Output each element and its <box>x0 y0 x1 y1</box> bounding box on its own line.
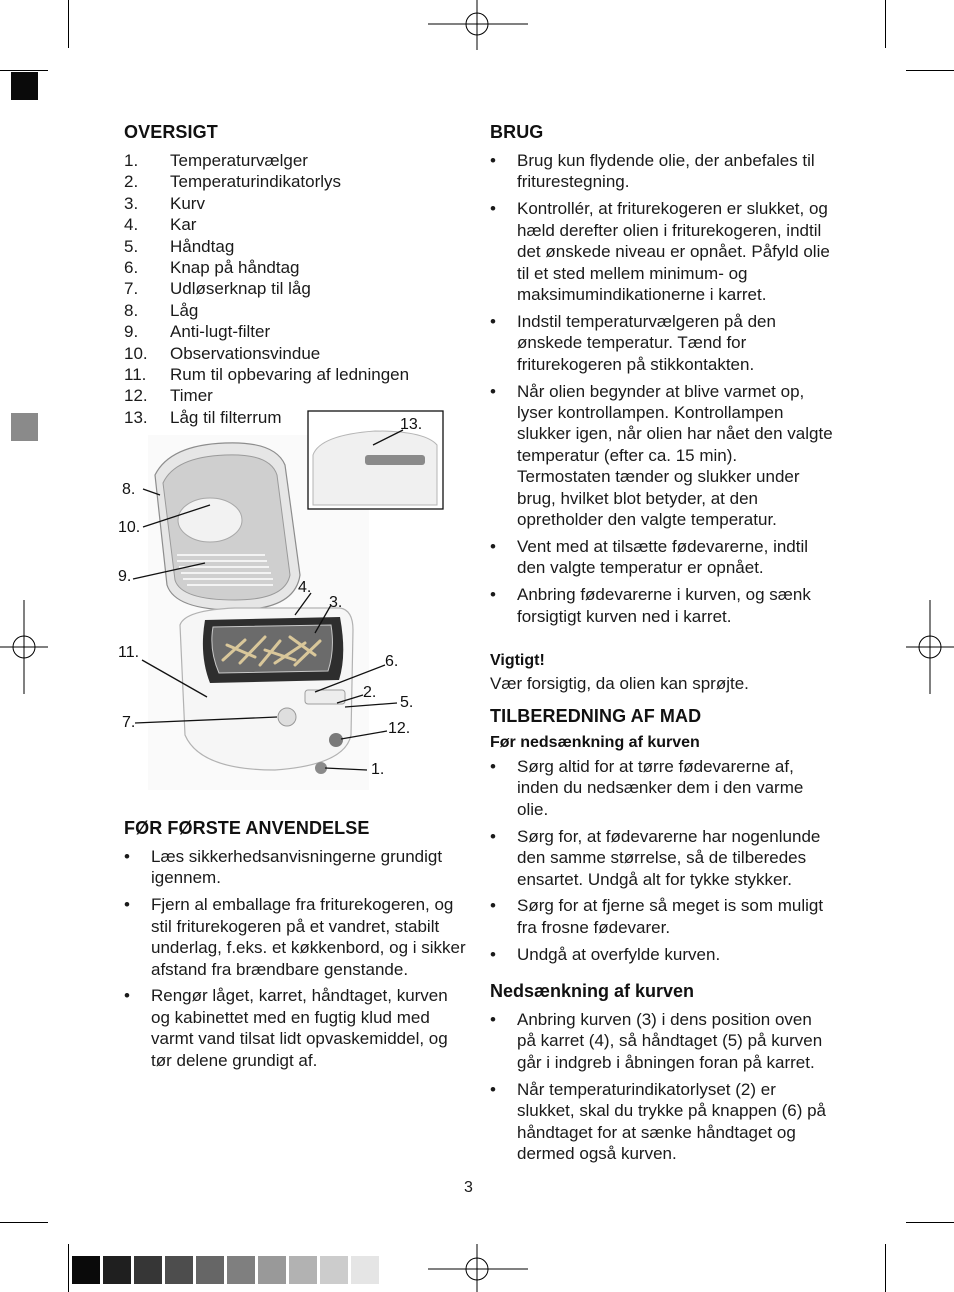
bullet-icon: • <box>124 986 130 1006</box>
label-9: 9. <box>118 568 132 585</box>
parts-list-item <box>124 385 444 406</box>
warning-text: Vær forsigtig, da olien kan sprøjte. <box>490 674 749 693</box>
registration-mark-bottom <box>428 1244 528 1292</box>
part-name: Låg til filterrum <box>170 407 282 427</box>
part-name: Håndtag <box>170 236 235 256</box>
page-number: 3 <box>464 1179 473 1196</box>
bullet-text: Undgå at overfylde kurven. <box>517 944 721 964</box>
parts-list-item <box>124 278 444 299</box>
parts-list-item <box>124 364 444 385</box>
part-number: 2. <box>124 172 139 192</box>
part-name: Temperaturindikatorlys <box>170 172 342 192</box>
crop-mark <box>906 1222 954 1223</box>
lid-release-button <box>278 708 296 726</box>
bullet-item <box>490 381 835 531</box>
crop-mark <box>0 1222 48 1223</box>
bullet-icon: • <box>490 585 496 605</box>
lowering-list <box>490 1009 835 1170</box>
bullet-item <box>490 311 835 375</box>
use-list <box>490 150 835 633</box>
parts-list-item <box>124 193 444 214</box>
black-tab-marker <box>11 72 38 100</box>
first-use-heading: FØR FØRSTE ANVENDELSE <box>124 818 370 838</box>
parts-list-item <box>124 343 444 364</box>
color-swatch <box>289 1256 317 1284</box>
bullet-icon: • <box>490 536 496 556</box>
crop-mark <box>0 70 48 71</box>
bullet-item <box>490 944 835 965</box>
label-10: 10. <box>118 519 141 536</box>
bullet-item <box>490 198 835 305</box>
first-use-list <box>124 846 469 1077</box>
fryer-illustration <box>115 405 450 795</box>
bullet-item <box>124 846 469 889</box>
part-name: Knap på håndtag <box>170 258 300 278</box>
before-lowering-list <box>490 756 835 971</box>
bullet-icon: • <box>490 1010 496 1029</box>
part-number: 9. <box>124 322 139 342</box>
grey-tab-marker <box>11 413 38 441</box>
bullet-text: Sørg for, at fødevarerne har nogenlunde den samme størrelse, så de tilberedes ensartet. Undgå alt for tykke stykker. <box>517 826 821 889</box>
label-7: 7. <box>122 714 136 731</box>
bullet-text: Sørg altid for at tørre fødevarerne af, inden du nedsænker dem i den varme olie. <box>517 757 804 819</box>
bullet-icon: • <box>490 199 496 219</box>
bullet-text: Anbring fødevarerne i kurven, og sænk forsigtigt kurven ned i karret. <box>517 585 811 626</box>
part-number: 8. <box>124 300 139 320</box>
color-swatch <box>103 1256 131 1284</box>
part-name: Rum til opbevaring af ledningen <box>170 365 410 385</box>
bullet-icon: • <box>124 895 130 915</box>
part-number: 3. <box>124 193 139 213</box>
bullet-icon: • <box>490 1079 496 1099</box>
parts-list-item <box>124 214 444 235</box>
part-number: 6. <box>124 258 139 278</box>
cooking-heading: TILBEREDNING AF MAD <box>490 706 702 726</box>
bullet-icon: • <box>490 151 496 170</box>
part-name: Kar <box>170 215 197 235</box>
bullet-text: Når temperaturindikatorlyset (2) er slukket, skal du trykke på knappen (6) på håndtaget for at sænke håndtaget og dermed også kurven. <box>517 1079 826 1163</box>
overview-heading: OVERSIGT <box>124 122 218 142</box>
bullet-item <box>490 826 835 890</box>
part-name: Låg <box>170 300 199 320</box>
bullet-item <box>124 985 469 1071</box>
bullet-item <box>490 1009 835 1073</box>
before-lowering-heading: Før nedsænkning af kurven <box>490 734 700 751</box>
parts-list <box>124 150 444 428</box>
part-number: 5. <box>124 236 139 256</box>
bullet-text: Rengør låget, karret, håndtaget, kurven og kabinettet med en fugtig klud med varmt vand tilsat lidt opvaskemiddel, og tør delene grundigt af. <box>151 986 448 1070</box>
label-2: 2. <box>363 684 377 701</box>
color-swatch <box>227 1256 255 1284</box>
bullet-item <box>490 536 835 579</box>
bullet-item <box>490 895 835 938</box>
part-name: Anti-lugt-filter <box>170 322 271 342</box>
label-11: 11. <box>118 644 140 661</box>
crop-mark <box>885 1244 886 1292</box>
part-number: 1. <box>124 151 139 170</box>
color-swatch <box>72 1256 100 1284</box>
label-4: 4. <box>298 579 312 596</box>
bullet-icon: • <box>490 757 496 776</box>
observation-window <box>178 498 242 542</box>
color-swatch <box>351 1256 379 1284</box>
label-12: 12. <box>388 720 411 737</box>
bullet-text: Læs sikkerhedsanvisningerne grundigt igennem. <box>151 847 443 888</box>
bullet-text: Når olien begynder at blive varmet op, lyser kontrollampen. Kontrollampen slukker igen, når olien har nået den valgte temperatur (efter ca. 15 min). Termostaten tænder og slukker under brug, hvilket blot betyder, at den opretholder den valgte temperatur. <box>517 381 833 529</box>
bullet-icon: • <box>490 381 496 401</box>
part-number: 12. <box>124 386 148 406</box>
inset-fryer <box>313 431 437 505</box>
lowering-heading: Nedsænkning af kurven <box>490 981 695 1001</box>
registration-mark-left <box>0 600 48 694</box>
timer-knob <box>329 733 343 747</box>
part-name: Timer <box>170 386 213 406</box>
bullet-icon: • <box>490 896 496 916</box>
color-swatch <box>320 1256 348 1284</box>
bullet-icon: • <box>124 847 130 866</box>
part-number: 4. <box>124 215 139 235</box>
label-3: 3. <box>329 594 343 611</box>
label-5: 5. <box>400 694 414 711</box>
bullet-icon: • <box>490 826 496 846</box>
bullet-item <box>124 894 469 980</box>
label-13: 13. <box>400 416 423 433</box>
label-6: 6. <box>385 653 399 670</box>
bullet-item <box>490 756 835 820</box>
crop-mark <box>885 0 886 48</box>
parts-list-item <box>124 321 444 342</box>
registration-mark-right <box>906 600 954 694</box>
bullet-text: Sørg for at fjerne så meget is som muligt fra frosne fødevarer. <box>517 896 824 937</box>
label-8: 8. <box>122 481 136 498</box>
bullet-icon: • <box>490 311 496 331</box>
part-name: Observationsvindue <box>170 343 321 363</box>
bullet-icon: • <box>490 944 496 964</box>
inset-filter-lid <box>365 455 425 465</box>
part-name: Udløserknap til låg <box>170 279 311 299</box>
label-1: 1. <box>371 761 385 778</box>
bullet-item <box>490 1079 835 1165</box>
part-name: Temperaturvælger <box>170 151 308 170</box>
color-swatch <box>134 1256 162 1284</box>
part-number: 13. <box>124 407 148 427</box>
bullet-text: Vent med at tilsætte fødevarerne, indtil den valgte temperatur er opnået. <box>517 536 809 578</box>
parts-list-item <box>124 171 444 192</box>
bullet-item <box>490 150 835 193</box>
bullet-text: Brug kun flydende olie, der anbefales til friturestegning. <box>517 151 815 192</box>
warning-heading: Vigtigt! <box>490 652 545 669</box>
crop-mark <box>68 1244 69 1292</box>
part-number: 7. <box>124 279 139 299</box>
crop-mark <box>68 0 69 48</box>
part-number: 10. <box>124 343 148 363</box>
color-swatch <box>258 1256 286 1284</box>
bullet-text: Indstil temperaturvælgeren på den ønskede temperatur. Tænd for friturekogeren på stikkontakten. <box>517 311 776 374</box>
parts-list-item <box>124 300 444 321</box>
parts-list-item <box>124 150 444 171</box>
use-heading: BRUG <box>490 122 544 142</box>
registration-mark-top <box>428 0 528 50</box>
part-name: Kurv <box>170 193 205 213</box>
parts-list-item <box>124 257 444 278</box>
part-number: 11. <box>124 365 147 385</box>
bullet-text: Kontrollér, at friturekogeren er slukket, og hæld derefter olien i friturekogeren, indtil det ønskede niveau er opnået. Påfyld olie til et sted mellem minimum- og maksimumindikationerne i karret. <box>517 199 830 304</box>
color-swatch <box>165 1256 193 1284</box>
bullet-item <box>490 584 835 627</box>
parts-list-item <box>124 236 444 257</box>
color-swatch <box>196 1256 224 1284</box>
bullet-text: Anbring kurven (3) i dens position oven på karret (4), så håndtaget (5) på kurven går i indgreb i åbningen foran på karret. <box>517 1010 823 1072</box>
bullet-text: Fjern al emballage fra friturekogeren, og stil friturekogeren på et vandret, stabilt underlag, f.eks. et køkkenbord, og i sikker afstand fra brændbare genstande. <box>151 895 466 979</box>
crop-mark <box>906 70 954 71</box>
